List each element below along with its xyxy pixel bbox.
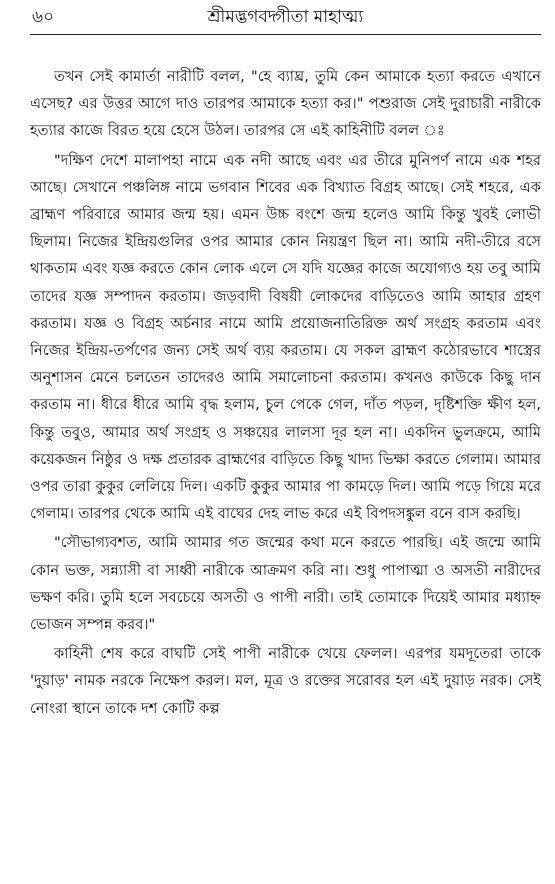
page-header [30,0,541,35]
running-title: শ্রীমদ্ভগবদ্গীতা মাহাত্ম্য [207,7,364,27]
paragraph: "দক্ষিণ দেশে মালাপহা নামে এক নদী আছে এবং এর তীরে মুনিপর্ণ নামে এক শহর আছে। সেখানে পঞ্চলিঙ্গ নামে ভগবান শিবের এক বিখ্যাত বিগ্রহ আছে। সেই শহরে, এক ব্রাহ্মণ পরিবারে আমার জন্ম হয়। এমন উচ্চ বংশে জন্ম হলেও আমি কিন্তু খুবই লোভী ছিলাম। নিজের ইন্দ্রিয়গুলির ওপর আমার কোন নিয়ন্ত্রণ ছিল না। আমি নদী-তীরে বসে থাকতাম এবং যজ্ঞ করতে কোন লোক এলে সে যদি যজ্ঞের কাজে অযোগ্যও হয় তবু আমি তাদের যজ্ঞ সম্পাদন করতাম। জড়বাদী বিষয়ী লোকদের বাড়িতেও আমি আহার গ্রহণ করতাম। যজ্ঞ ও বিগ্রহ অর্চনার নামে আমি প্রয়োজনাতিরিক্ত অর্থ সংগ্রহ করতাম এবং নিজের ইন্দ্রিয়-তর্পণের জন্য সেই অর্থ ব্যয় করতাম। যে সকল ব্রাহ্মণ কঠোরভাবে শাস্ত্রের অনুশাসন মেনে চলতেন তাদেরও আমি সমালোচনা করতাম। কখনও কাউকে কিছু দান করতাম না। ধীরে ধীরে আমি বৃদ্ধ হলাম, চুল পেকে গেল, দাঁত পড়ল, দৃষ্টিশক্তি ক্ষীণ হল, কিন্তু তবুও, আমার অর্থ সংগ্রহ ও সঞ্চয়ের লালসা দূর হল না। একদিন ভুলক্রমে, আমি কয়েকজন নিষ্ঠুর ও দক্ষ প্রতারক ব্রাহ্মণের বাড়িতে কিছু খাদ্য ভিক্ষা করতে গেলাম। আমার ওপর তারা কুকুর লেলিয়ে দিল। একটি কুকুর আমার পা কামড়ে দিল। আমি পড়ে গিয়ে মরে গেলাম। তারপর থেকে আমি এই বাঘের দেহ লাভ করে এই বিপদসঙ্কুল বনে বাস করছি। [30,151,541,523]
paragraph: "সৌভাগ্যবশত, আমি আমার গত জন্মের কথা মনে করতে পারছি। এই জন্মে আমি কোন ভক্ত, সন্ন্যাসী বা সাধ্বী নারীকে আক্রমণ করি না। শুধু পাপাত্মা ও অসতী নারীদের ভক্ষণ করি। তুমি হলে সবচেয়ে অসতী ও পাপী নারী। তাই তোমাকে দিয়েই আমার মধ্যাহ্ন ভোজন সম্পন্ন করব।" [30,534,541,634]
paragraph: তখন সেই কামার্তা নারীটি বলল, "হে ব্যাঘ্র, তুমি কেন আমাকে হত্যা করতে এখানে এসেছ? এর উত্তর আগে দাও তারপর আমাকে হত্যা কর।" পশুরাজ সেই দুরাচারী নারীকে হত্যার কাজে বিরত হয়ে হেসে উঠল। তারপর সে এই কাহিনীটি বলল ঃ [30,68,541,140]
paragraph: কাহিনী শেষ করে বাঘটি সেই পাপী নারীকে খেয়ে ফেলল। এরপর যমদূতেরা তাকে 'দুয়াড়' নামক নরকে নিক্ষেপ করল। মল, মূত্র ও রক্তের সরোবর হল এই দুয়াড় নরক। সেই নোংরা স্থানে তাকে দশ কোটি কল্প [30,645,541,717]
page-number: ৬০ [32,7,55,27]
body-text [30,63,541,722]
